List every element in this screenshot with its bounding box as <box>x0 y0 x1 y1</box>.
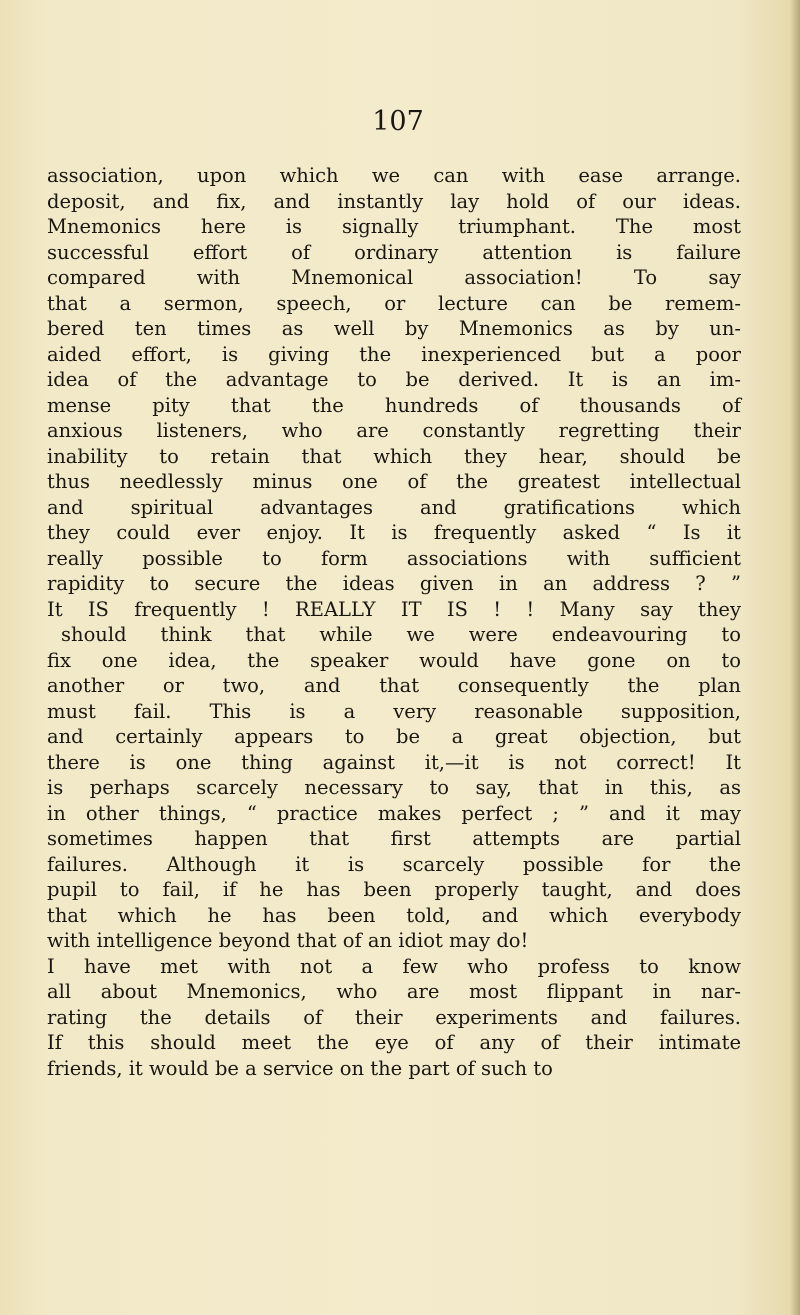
text-line: failures. Although it is scarcely possible for the <box>47 852 741 876</box>
text-line: aided effort, is giving the inexperienced but a poor <box>47 342 741 366</box>
text-line: I have met with not a few who profess to know <box>47 954 741 978</box>
text-line: another or two, and that consequently the plan <box>47 674 741 697</box>
text-line: should think that while we were endeavouring to <box>61 623 741 646</box>
text-line: with intelligence beyond that of an idiot may do! <box>47 929 529 952</box>
text-line: anxious listeners, who are constantly regretting their <box>47 419 741 442</box>
text-line: successful effort of ordinary attention is failure <box>47 240 741 264</box>
text-line: It IS frequently ! REALLY IT IS ! ! Many say they <box>47 597 741 621</box>
text-line: that a sermon, speech, or lecture can be remem- <box>47 291 741 315</box>
text-line: that which he has been told, and which everybody <box>47 903 741 927</box>
text-line: and spiritual advantages and gratifications which <box>47 495 741 519</box>
text-line: compared with Mnemonical association! To say <box>47 266 741 289</box>
text-line: really possible to form associations with sufficient <box>47 546 741 570</box>
text-line: pupil to fail, if he has been properly taught, and does <box>47 878 741 901</box>
page-edge-shadow <box>790 0 800 1315</box>
text-line: all about Mnemonics, who are most flippant in nar- <box>47 980 741 1003</box>
text-line: sometimes happen that first attempts are partial <box>47 827 741 850</box>
text-line: is perhaps scarcely necessary to say, that in this, as <box>47 776 741 799</box>
text-line: must fail. This is a very reasonable supposition, <box>47 699 741 723</box>
text-line: rapidity to secure the ideas given in an address ? ” <box>47 572 741 595</box>
page-number: 107 <box>372 106 424 137</box>
text-line: deposit, and fix, and instantly lay hold of our ideas. <box>47 189 741 213</box>
text-line: If this should meet the eye of any of their intimate <box>47 1031 741 1054</box>
text-line: association, upon which we can with ease arrange. <box>47 164 741 187</box>
text-line: Mnemonics here is signally triumphant. The most <box>47 215 741 238</box>
text-line: fix one idea, the speaker would have gone on to <box>47 648 741 672</box>
text-line: friends, it would be a service on the part of such to <box>47 1056 553 1080</box>
text-line: mense pity that the hundreds of thousands of <box>47 393 741 417</box>
text-line: and certainly appears to be a great objection, but <box>47 725 741 748</box>
text-line: they could ever enjoy. It is frequently asked “ Is it <box>47 521 741 544</box>
text-line: inability to retain that which they hear, should be <box>47 444 741 468</box>
text-line: idea of the advantage to be derived. It is an im- <box>47 368 741 391</box>
body-text <box>47 163 741 1081</box>
text-line: there is one thing against it,—it is not correct! It <box>47 750 741 774</box>
text-line: thus needlessly minus one of the greatest intellectual <box>47 470 741 493</box>
text-line: in other things, “ practice makes perfect ; ” and it may <box>47 801 741 825</box>
text-line: bered ten times as well by Mnemonics as by un- <box>47 317 741 340</box>
text-line: rating the details of their experiments and failures. <box>47 1005 741 1029</box>
